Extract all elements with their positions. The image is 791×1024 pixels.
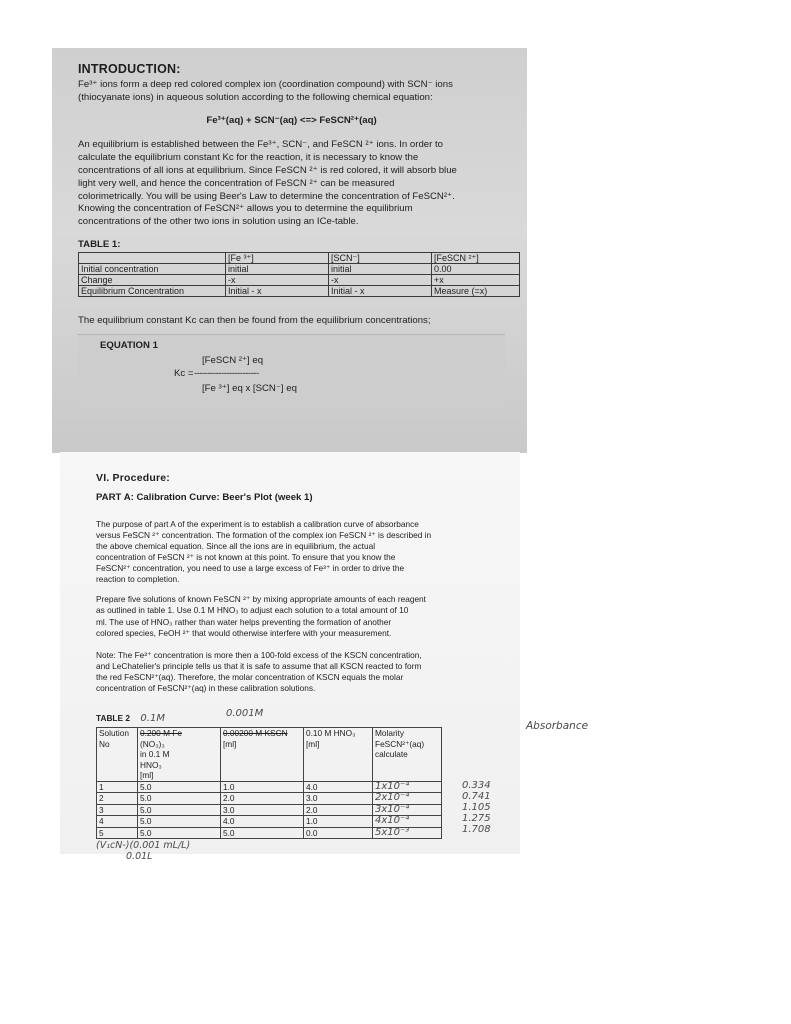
table-cell: +x — [432, 274, 520, 285]
absorbance-value: 0.741 — [462, 791, 491, 803]
handwritten-note-2: 0.01L — [126, 851, 153, 863]
table-cell: [FeSCN ²⁺] — [432, 252, 520, 263]
table-cell — [221, 728, 304, 782]
chemical-equation: Fe³⁺(aq) + SCN⁻(aq) <=> FeSCN²⁺(aq) — [206, 114, 377, 126]
kc-sentence: The equilibrium constant Kc can then be found from the equilibrium concentrations; — [78, 314, 431, 326]
table-cell — [373, 728, 442, 782]
table-cell — [138, 728, 221, 782]
table-header-row — [97, 728, 442, 782]
table-cell: 2.0 — [304, 804, 373, 816]
cell-line: 0.00200 M KSCN — [223, 728, 288, 739]
para-line: the above chemical equation. Since all the ions are in equilibrium, the actual — [96, 540, 376, 551]
intro-line-1: Fe³⁺ ions form a deep red colored complex ion (coordination compound) with SCN⁻ ions — [78, 79, 453, 90]
cell-line: FeSCN²⁺(aq) — [375, 738, 425, 749]
equation-numerator: [FeSCN ²⁺] eq — [202, 354, 264, 366]
table-row — [79, 285, 520, 296]
absorbance-value: 1.708 — [462, 824, 491, 836]
table-cell: 5.0 — [138, 816, 221, 828]
handwritten-absorbance: Absorbance — [526, 720, 589, 733]
cell-line: Molarity — [375, 728, 405, 739]
procedure-heading: VI. Procedure: — [96, 472, 170, 484]
table-cell: 5.0 — [138, 793, 221, 805]
table-cell: 5.0 — [138, 827, 221, 839]
introduction-heading: INTRODUCTION: — [78, 62, 181, 76]
cell-line: 0.200 M Fe — [140, 728, 182, 739]
table2-label: TABLE 2 — [96, 713, 130, 724]
table-cell: 0.0 — [304, 827, 373, 839]
table-cell: -x — [226, 274, 329, 285]
table-cell: 4.0 — [304, 781, 373, 793]
cell-line: No — [99, 738, 110, 749]
para-line: as outlined in table 1. Use 0.1 M HNO₃ to adjust each solution to a total amount of 10 — [96, 605, 409, 616]
para-line: ml. The use of HNO₃ rather than water helps preventing the formation of another — [96, 616, 392, 627]
intro-line-2: (thiocyanate ions) in aqueous solution according to the following chemical equation: — [78, 91, 433, 103]
para-line: FeSCN²⁺ concentration, you need to use a large excess of Fe³⁺ in order to drive the — [96, 563, 405, 574]
para-line: colorimetrically. You will be using Beer's Law to determine the concentration of FeSCN²⁺. — [78, 190, 455, 202]
table-cell: Equilibrium Concentration — [79, 285, 226, 296]
table-cell: 2 — [97, 793, 138, 805]
table-cell: 0.00 — [432, 263, 520, 274]
table-cell: 1.0 — [221, 781, 304, 793]
handwritten-absorbance-values — [462, 780, 491, 835]
note-paragraph — [96, 650, 500, 694]
table-row — [97, 804, 442, 816]
table-cell: initial — [226, 263, 329, 274]
table1-label: TABLE 1: — [78, 238, 121, 250]
cell-line: 0.10 M HNO₃ — [306, 728, 356, 739]
handwritten-kscn-conc: 0.001M — [226, 708, 264, 720]
table-cell: [Fe ³⁺] — [226, 252, 329, 263]
table-cell: 3 — [97, 804, 138, 816]
prepare-paragraph — [96, 594, 500, 638]
absorbance-value: 1.275 — [462, 813, 491, 825]
table-cell: 2x10⁻⁴ — [373, 793, 442, 805]
absorbance-value: 1.105 — [462, 802, 491, 814]
table-cell: Change — [79, 274, 226, 285]
table-cell — [79, 252, 226, 263]
table-cell: 5x10⁻³ — [373, 827, 442, 839]
para-line: An equilibrium is established between the Fe³⁺, SCN⁻, and FeSCN ²⁺ ions. In order to — [78, 139, 443, 151]
table-cell: 1x10⁻⁴ — [373, 781, 442, 793]
cell-line: in 0.1 M — [140, 749, 170, 760]
cell-line: Solution — [99, 728, 129, 739]
table-cell: 3.0 — [221, 804, 304, 816]
table-header-row — [79, 252, 520, 263]
para-line: calculate the equilibrium constant Kc for the reaction, it is necessary to know the — [78, 152, 419, 164]
table-cell: 3.0 — [304, 793, 373, 805]
table-cell: 5.0 — [138, 781, 221, 793]
table-row — [97, 827, 442, 839]
para-line: concentrations of the other two ions in solution using an ICe-table. — [78, 216, 359, 228]
para-line: Note: The Fe³⁺ concentration is more then a 100-fold excess of the KSCN concentration, — [96, 649, 422, 660]
table-cell: -x — [329, 274, 432, 285]
equation-1-box — [78, 334, 505, 411]
fraction-bar: ------------------------ — [194, 367, 259, 379]
table-cell: 4x10⁻⁴ — [373, 816, 442, 828]
table-cell: 3x10⁻⁴ — [373, 804, 442, 816]
table-cell: Measure (=x) — [432, 285, 520, 296]
equation-kc: Kc = — [174, 367, 194, 379]
handwritten-fe-conc: 0.1M — [140, 713, 165, 725]
table-cell — [97, 728, 138, 782]
equation-1-label: EQUATION 1 — [100, 339, 158, 351]
para-line: versus FeSCN ²⁺ concentration. The formation of the complex ion FeSCN ²⁺ is described in — [96, 529, 432, 540]
equilibrium-paragraph — [78, 139, 505, 229]
table-cell: 4.0 — [221, 816, 304, 828]
para-line: and LeChatelier's principle tells us that it is safe to assume that all KSCN reacted to form — [96, 660, 422, 671]
table-row — [79, 263, 520, 274]
cell-line: [ml] — [140, 770, 154, 781]
table-cell: Initial - x — [329, 285, 432, 296]
part-a-heading: PART A: Calibration Curve: Beer's Plot (week 1) — [96, 492, 313, 503]
cell-line: calculate — [375, 749, 408, 760]
table-cell: Initial concentration — [79, 263, 226, 274]
para-line: light very well, and hence the concentration of FeSCN ²⁺ can be measured — [78, 177, 395, 189]
equation-denominator: [Fe ³⁺] eq x [SCN⁻] eq — [202, 382, 297, 394]
table2-block — [96, 708, 589, 863]
table-row — [97, 781, 442, 793]
cell-line: (NO₃)₃ — [140, 738, 165, 749]
introduction-photo — [52, 48, 527, 453]
table-cell: initial — [329, 263, 432, 274]
para-line: The purpose of part A of the experiment is to establish a calibration curve of absorbance — [96, 518, 419, 529]
para-line: concentration of FeSCN ²⁺ is not known at this point. To ensure that you know the — [96, 552, 396, 563]
cell-line: [ml] — [306, 738, 320, 749]
table-cell: 1.0 — [304, 816, 373, 828]
cell-line: [ml] — [223, 738, 237, 749]
table-row — [79, 274, 520, 285]
handwritten-note-1: (V₁cN-)(0.001 mL/L) — [96, 840, 191, 852]
para-line: Prepare five solutions of known FeSCN ²⁺ by mixing appropriate amounts of each reagent — [96, 594, 426, 605]
para-line: Knowing the concentration of FeSCN²⁺ allows you to determine the equilibrium — [78, 203, 413, 215]
para-line: the red FeSCN²⁺(aq). Therefore, the molar concentration of KSCN equals the molar — [96, 671, 404, 682]
table-cell: Initial - x — [226, 285, 329, 296]
table-cell: [SCN⁻] — [329, 252, 432, 263]
table-cell: 5.0 — [221, 827, 304, 839]
absorbance-value: 0.334 — [462, 780, 491, 792]
para-line: concentrations of all ions at equilibrium. Since FeSCN ²⁺ is red colored, it will absorb blue — [78, 164, 457, 176]
calibration-table — [96, 727, 442, 839]
table-cell: 4 — [97, 816, 138, 828]
table-cell — [304, 728, 373, 782]
cell-line: HNO₃ — [140, 759, 162, 770]
table-cell: 2.0 — [221, 793, 304, 805]
para-line: colored species, FeOH ²⁺ that would otherwise interfere with your measurement. — [96, 627, 392, 638]
purpose-paragraph — [96, 519, 500, 586]
para-line: concentration of FeSCN²⁺(aq) in these calibration solutions. — [96, 683, 316, 694]
table-row — [97, 793, 442, 805]
table-cell: 1 — [97, 781, 138, 793]
table-row — [97, 816, 442, 828]
table-cell: 5 — [97, 827, 138, 839]
ice-table — [78, 252, 520, 297]
para-line: reaction to completion. — [96, 574, 180, 585]
procedure-photo — [60, 452, 589, 863]
table-cell: 5.0 — [138, 804, 221, 816]
